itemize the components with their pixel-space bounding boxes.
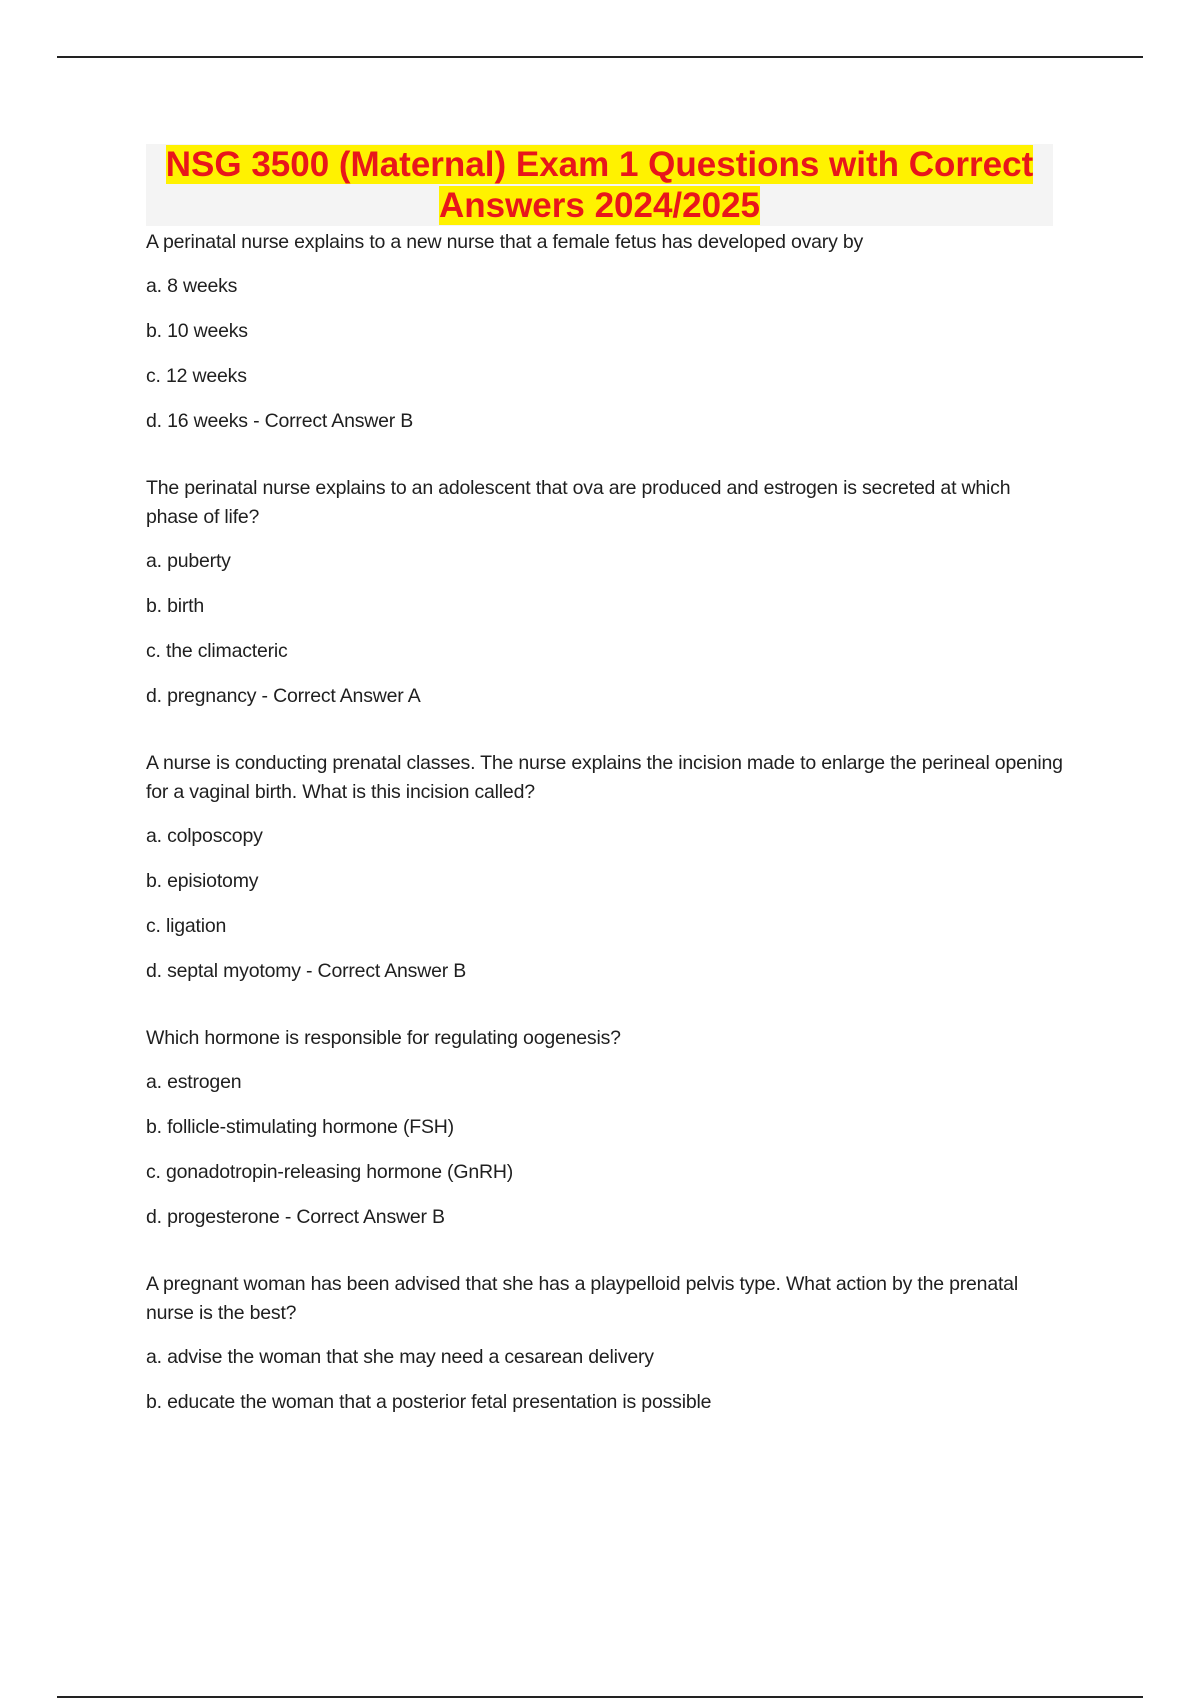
question-1 (146, 228, 1066, 436)
answer-option: c. 12 weeks (146, 365, 247, 387)
answer-option: d. 16 weeks - Correct Answer B (146, 410, 414, 432)
answer-option: d. pregnancy - Correct Answer A (146, 685, 421, 707)
question-2 (146, 474, 1066, 711)
answer-option: b. educate the woman that a posterior fetal presentation is possible (146, 1391, 712, 1413)
question-3 (146, 749, 1066, 986)
question-list (146, 228, 1066, 1455)
question-text: A perinatal nurse explains to a new nurse that a female fetus has developed ovary by (146, 231, 864, 253)
answer-option: b. 10 weeks (146, 320, 248, 342)
answer-option: d. septal myotomy - Correct Answer B (146, 960, 467, 982)
question-text: The perinatal nurse explains to an adolescent that ova are produced and estrogen is secreted at which phase of life? (146, 477, 1011, 528)
answer-option: d. progesterone - Correct Answer B (146, 1206, 445, 1228)
title-line-2: Answers 2024/2025 (438, 186, 761, 225)
question-text: Which hormone is responsible for regulating oogenesis? (146, 1027, 621, 1049)
answer-option: c. gonadotropin-releasing hormone (GnRH) (146, 1161, 514, 1183)
question-5 (146, 1270, 1066, 1417)
answer-option: a. advise the woman that she may need a cesarean delivery (146, 1346, 654, 1368)
question-text: A pregnant woman has been advised that she has a playpelloid pelvis type. What action by the prenatal nurse is the best? (146, 1273, 1018, 1324)
answer-option: c. the climacteric (146, 640, 288, 662)
answer-option: c. ligation (146, 915, 227, 937)
answer-option: a. estrogen (146, 1071, 242, 1093)
header-rule (57, 56, 1143, 58)
page-title (146, 144, 1053, 226)
footer-rule (57, 1696, 1143, 1698)
title-line-1: NSG 3500 (Maternal) Exam 1 Questions with Correct (165, 145, 1034, 184)
answer-option: b. episiotomy (146, 870, 259, 892)
answer-option: a. colposcopy (146, 825, 263, 847)
question-text: A nurse is conducting prenatal classes. The nurse explains the incision made to enlarge the perineal opening for a vaginal birth. What is this incision called? (146, 752, 1063, 803)
answer-option: b. birth (146, 595, 205, 617)
answer-option: a. puberty (146, 550, 231, 572)
answer-option: a. 8 weeks (146, 275, 238, 297)
question-4 (146, 1024, 1066, 1232)
title-block (146, 144, 1053, 226)
answer-option: b. follicle-stimulating hormone (FSH) (146, 1116, 454, 1138)
